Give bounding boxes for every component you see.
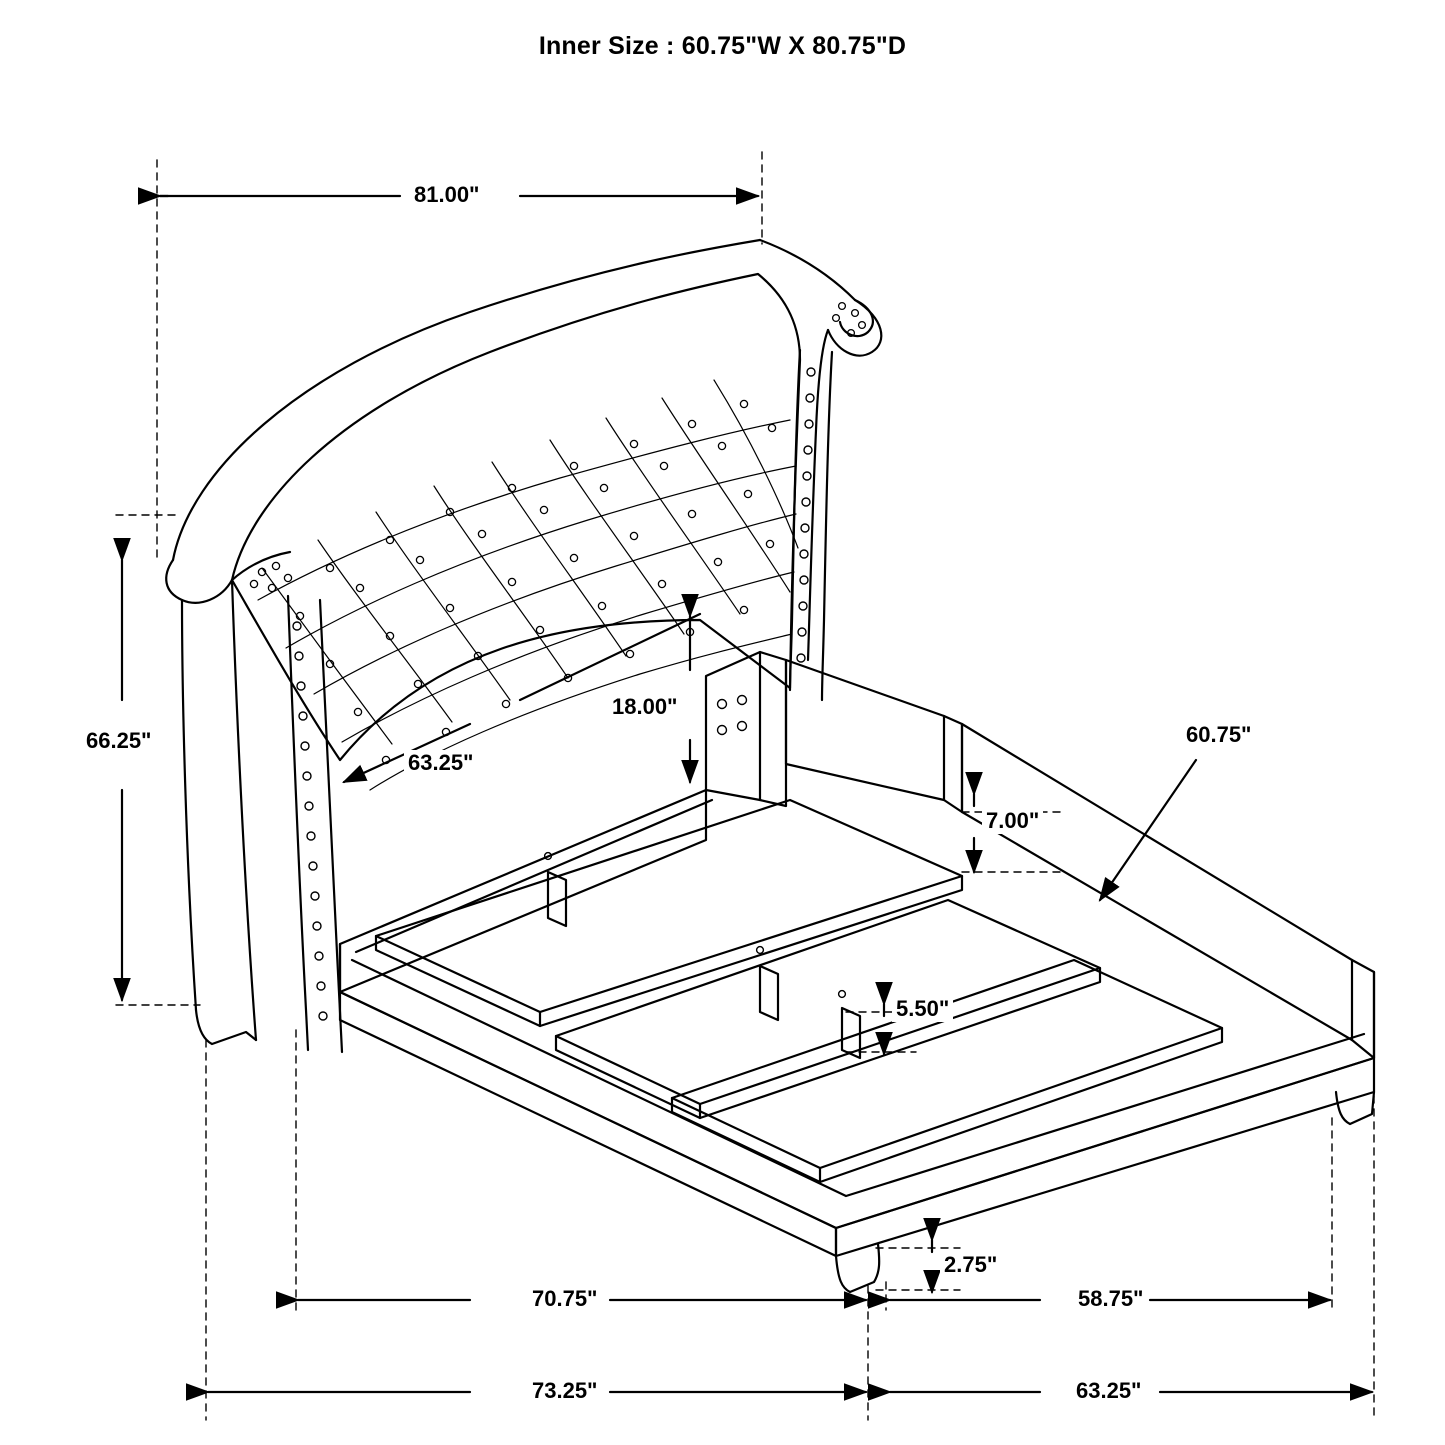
dim-headboard-to-rail: 18.00" bbox=[608, 694, 681, 720]
dim-inner-rail-width: 60.75" bbox=[1182, 722, 1255, 748]
dim-slat-thickness: 5.50" bbox=[892, 996, 953, 1022]
dim-leg-height: 2.75" bbox=[940, 1252, 1001, 1278]
dim-overall-left-length: 73.25" bbox=[528, 1378, 601, 1404]
dim-overall-right-length: 63.25" bbox=[1072, 1378, 1145, 1404]
dim-overall-width-top: 81.00" bbox=[410, 182, 483, 208]
dim-headboard-inner-width: 63.25" bbox=[404, 750, 477, 776]
dim-headboard-height: 66.25" bbox=[82, 728, 155, 754]
dim-rail-to-slat: 7.00" bbox=[982, 808, 1043, 834]
page-title: Inner Size : 60.75"W X 80.75"D bbox=[538, 32, 907, 60]
dim-side-length-right: 58.75" bbox=[1074, 1286, 1147, 1312]
dim-side-length-left: 70.75" bbox=[528, 1286, 601, 1312]
